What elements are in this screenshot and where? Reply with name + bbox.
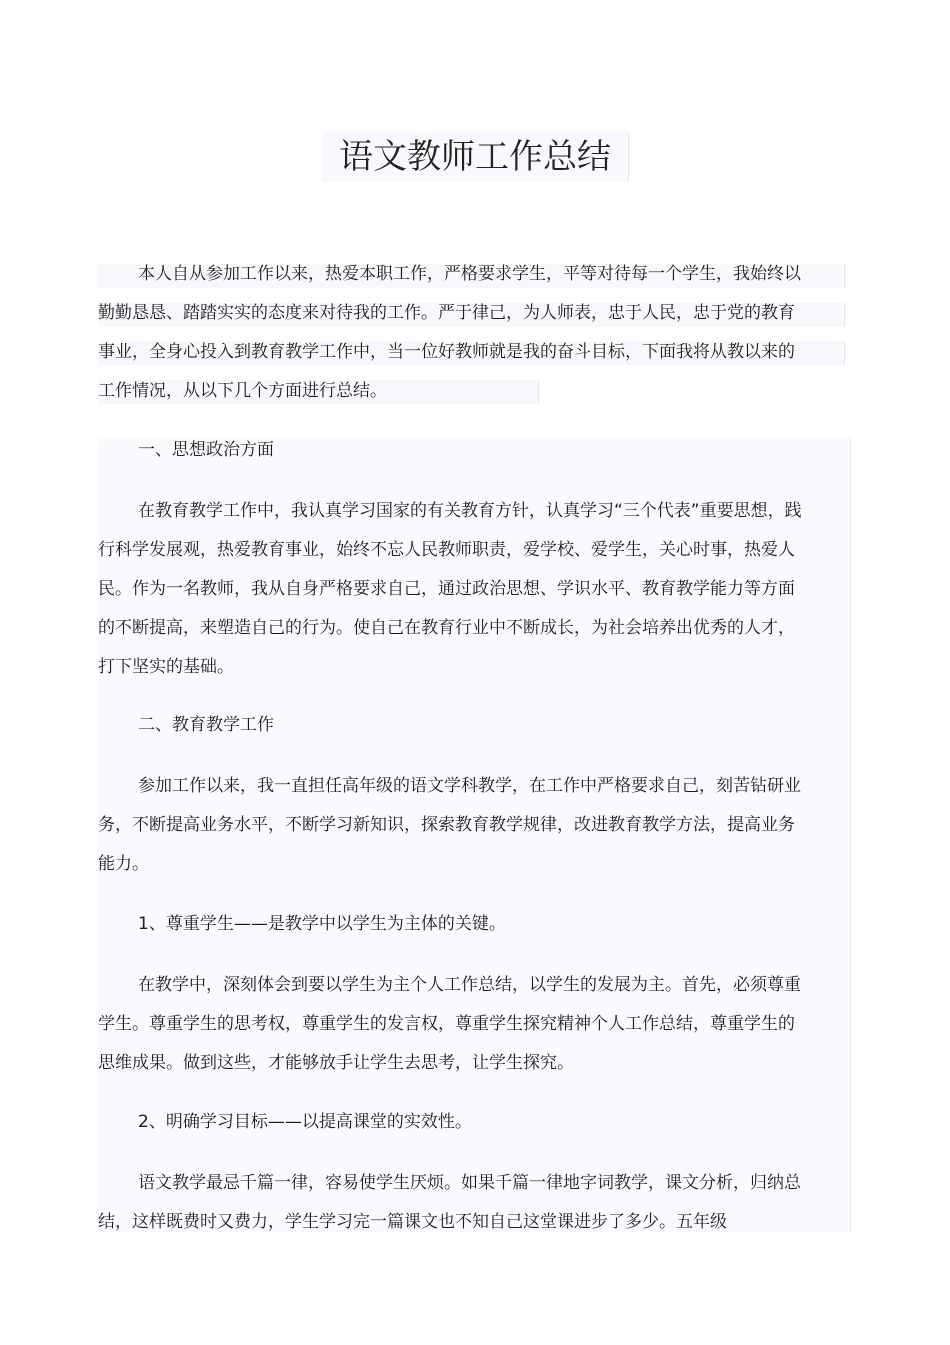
section1-paragraph: 在教育教学工作中，我认真学习国家的有关教育方针，认真学习“三个代表”重要思想，践行科学发展观，热爱教育事业，始终不忘人民教师职责，爱学校、爱学生，关心时事，热爱人民。作为一名教师，我从自身严格要求自己，通过政治思想、学识水平、教育教学能力等方面的不断提高，来塑造自己的行为。使自己在教育行业中不断成长，为社会培养出优秀的人才，打下坚实的基础。 <box>98 501 802 677</box>
document-title: 语文教师工作总结 <box>339 137 611 177</box>
section2-heading: 二、教育教学工作 <box>138 715 274 735</box>
point2-heading: 2、明确学习目标——以提高课堂的实效性。 <box>138 1112 472 1132</box>
section1-heading: 一、思想政治方面 <box>138 440 274 460</box>
point2-paragraph: 语文教学最忌千篇一律，容易使学生厌烦。如果千篇一律地字词教学，课文分析，归纳总结，这样既费时又费力，学生学习完一篇课文也不知自己这堂课进步了多少。五年级 <box>98 1173 801 1232</box>
point1-heading: 1、尊重学生——是教学中以学生为主体的关键。 <box>138 914 506 934</box>
title-block <box>322 132 629 182</box>
point1-paragraph: 在教学中，深刻体会到要以学生为主个人工作总结，以学生的发展为主。首先，必须尊重学生。尊重学生的思考权，尊重学生的发言权，尊重学生探究精神个人工作总结，尊重学生的思维成果。做到这些，才能够放手让学生去思考，让学生探究。 <box>98 975 801 1073</box>
intro-paragraph: 本人自从参加工作以来，热爱本职工作，严格要求学生，平等对待每一个学生，我始终以勤勤恳恳、踏踏实实的态度来对待我的工作。严于律己，为人师表，忠于人民，忠于党的教育事业，全身心投入到教育教学工作中，当一位好教师就是我的奋斗目标，下面我将从教以来的工作情况，从以下几个方面进行总结。 <box>98 264 801 401</box>
section2-paragraph: 参加工作以来，我一直担任高年级的语文学科教学，在工作中严格要求自己，刻苦钻研业务，不断提高业务水平，不断学习新知识，探索教育教学规律，改进教育教学方法，提高业务能力。 <box>98 776 801 874</box>
